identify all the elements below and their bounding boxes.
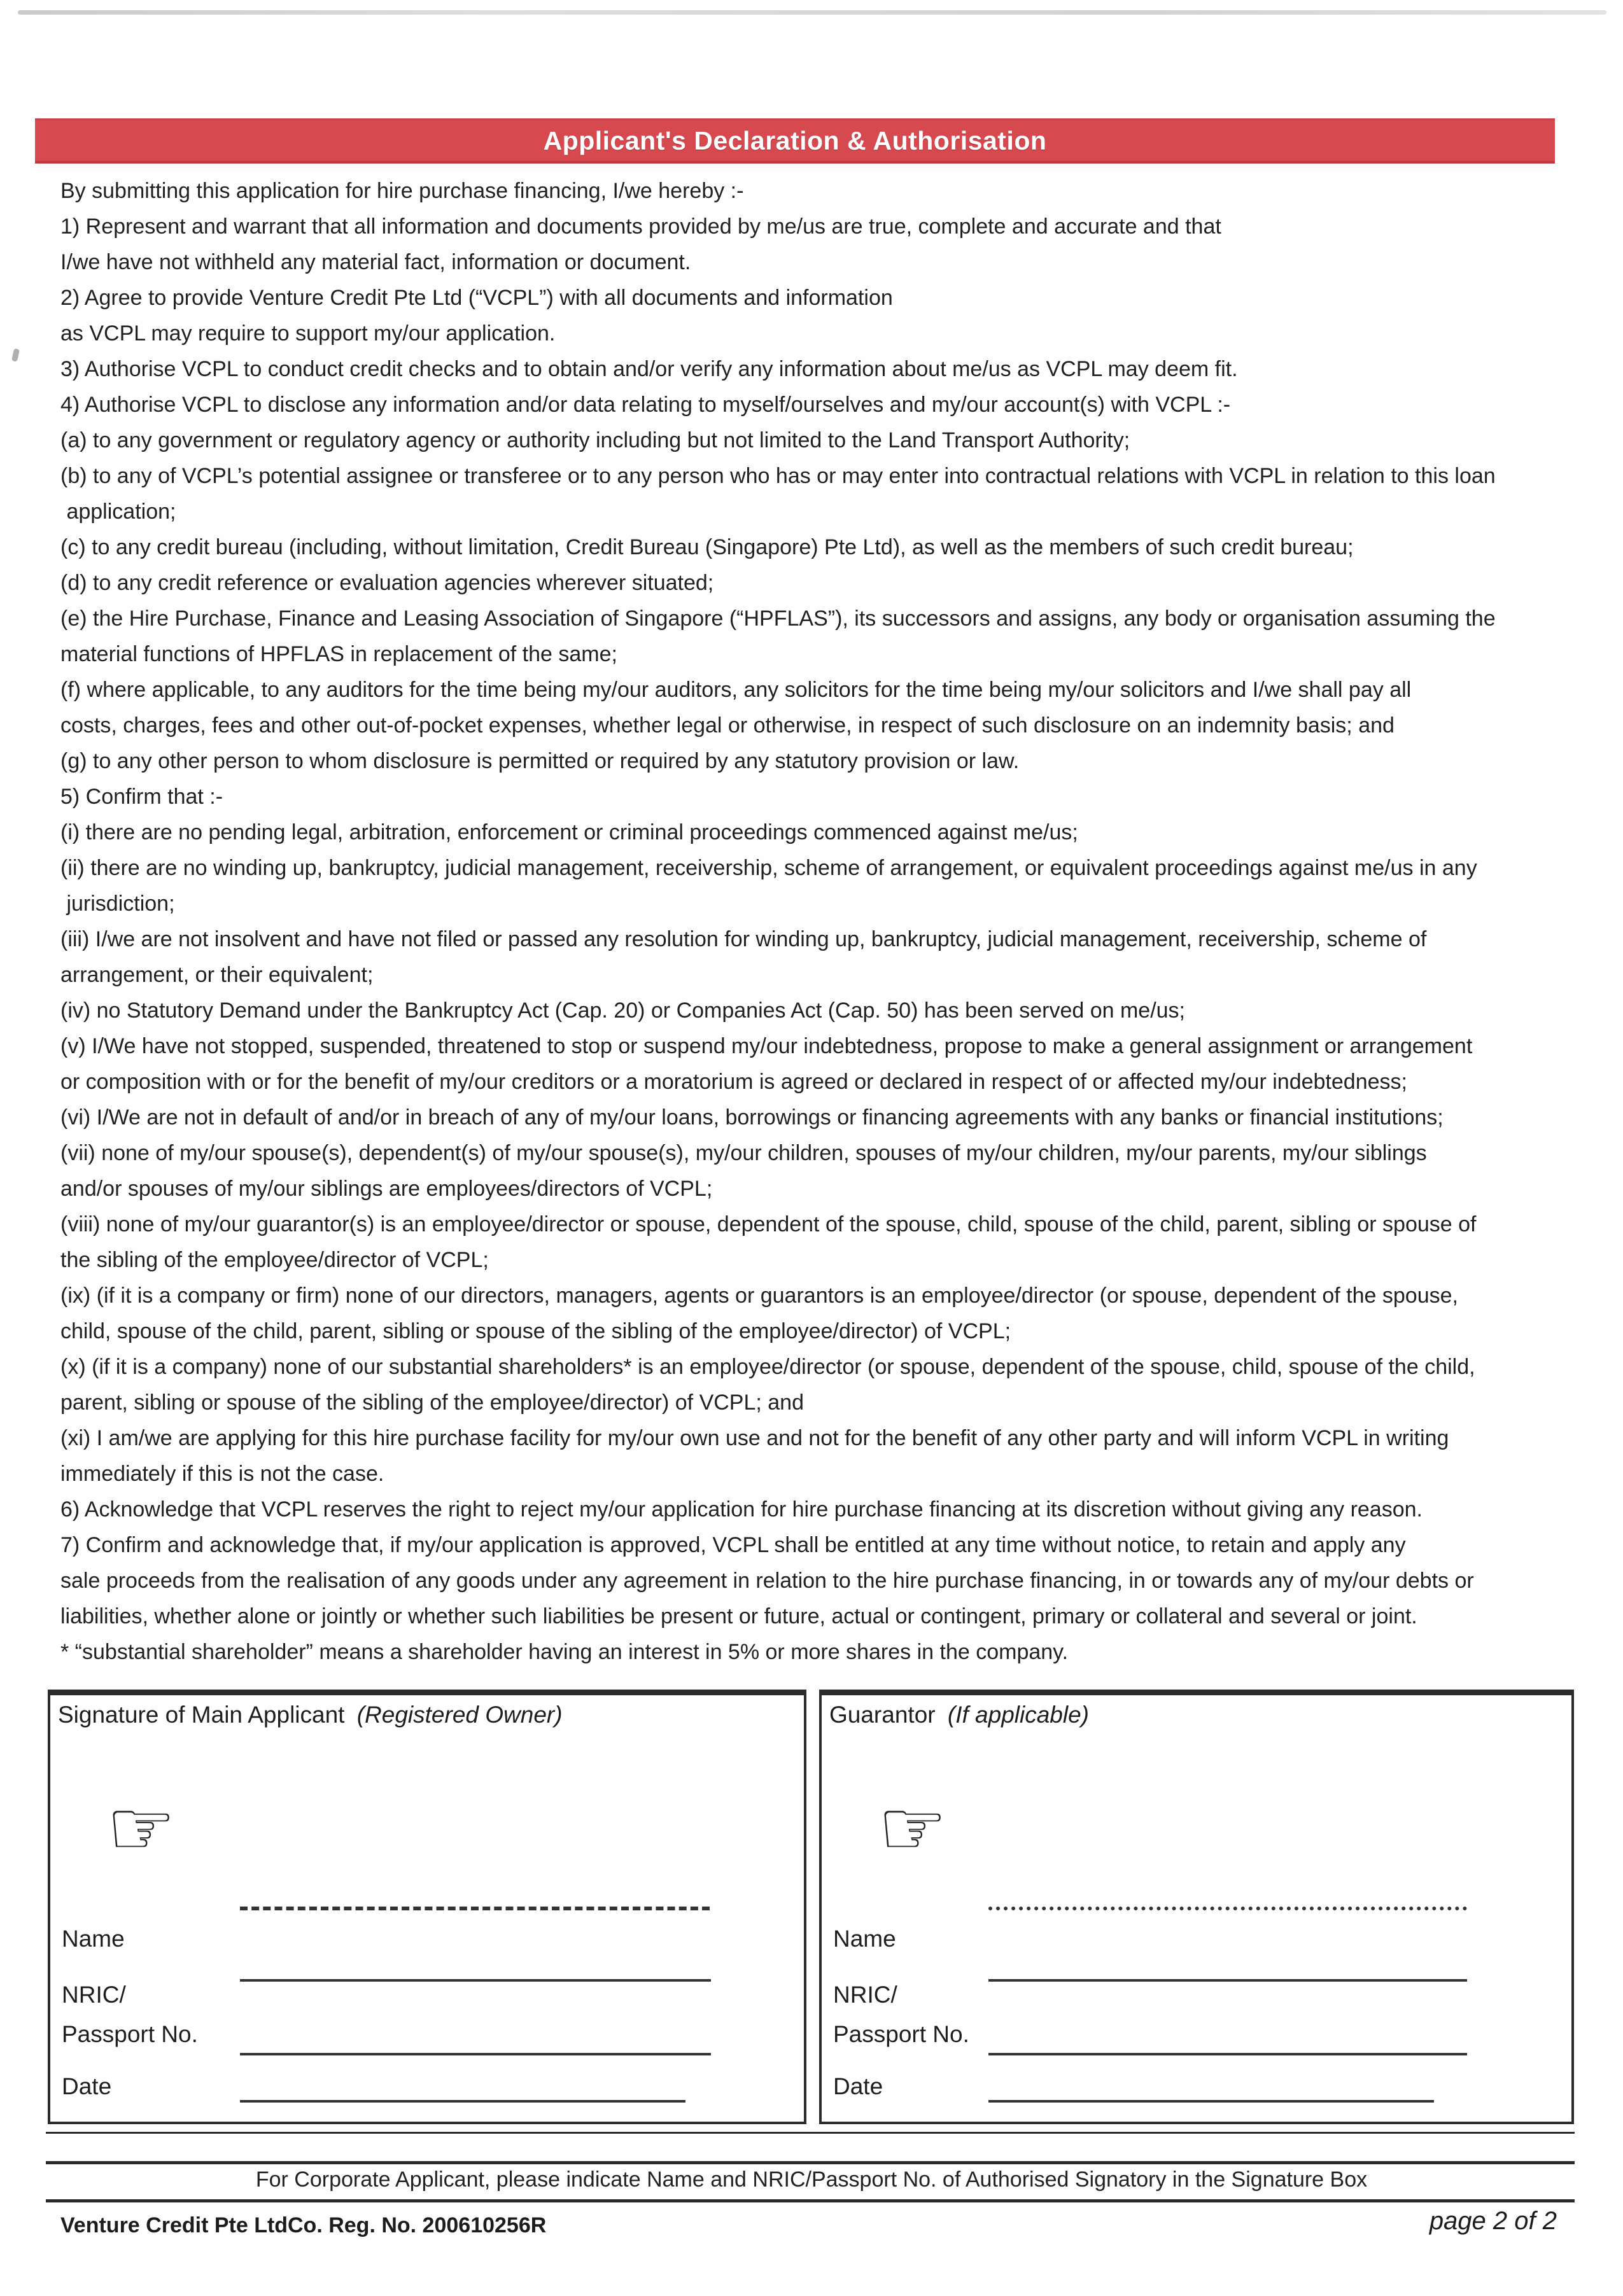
declaration-line: By submitting this application for hire purchase financing, I/we hereby :- [60,179,744,203]
signature-box-title [58,1702,563,1728]
date-label: Date [833,2073,883,2099]
pointing-hand-icon: ☞ [106,1785,176,1872]
declaration-line: child, spouse of the child, parent, sibling or spouse of the sibling of the employee/director) of VCPL; [60,1319,1011,1343]
declaration-line: immediately if this is not the case. [60,1462,384,1486]
divider-line [46,2199,1575,2202]
name-label: Name [62,1926,125,1952]
declaration-line: or composition with or for the benefit of my/our creditors or a moratorium is agreed or declared in respect of or affected my/our indebtedness; [60,1070,1407,1094]
signature-box-title-text: Signature of Main Applicant [58,1702,345,1728]
passport-field-line[interactable] [988,2053,1467,2055]
declaration-line: arrangement, or their equivalent; [60,963,374,987]
declaration-line: liabilities, whether alone or jointly or whether such liabilities be present or future, actual or contingent, primary or collateral and several or joint. [60,1604,1417,1628]
passport-label: Passport No. [62,2021,198,2047]
declaration-line: * “substantial shareholder” means a shareholder having an interest in 5% or more shares in the company. [60,1640,1069,1664]
declaration-line: (ii) there are no winding up, bankruptcy, judicial management, receivership, scheme of arrangement, or equivalent proceedings against me/us in any [60,856,1477,880]
footer-company-reg: Co. Reg. No. 200610256R [288,2213,547,2237]
section-banner [35,118,1555,164]
declaration-line: (e) the Hire Purchase, Finance and Leasing Association of Singapore (“HPFLAS”), its successors and assigns, any body or organisation assuming the [60,606,1496,631]
signature-box-title-qualifier: (Registered Owner) [356,1702,563,1728]
signature-box-title-qualifier: (If applicable) [947,1702,1089,1728]
declaration-line: as VCPL may require to support my/our application. [60,321,556,346]
declaration-line: parent, sibling or spouse of the sibling of the employee/director) of VCPL; and [60,1390,804,1415]
scan-artifact-mark [11,348,20,361]
declaration-line: 5) Confirm that :- [60,785,223,809]
pointing-hand-icon: ☞ [878,1785,948,1872]
declaration-line: 1) Represent and warrant that all information and documents provided by me/us are true, complete and accurate and that [60,214,1221,239]
declaration-line: jurisdiction; [60,892,175,916]
declaration-line: (vii) none of my/our spouse(s), dependent(s) of my/our spouse(s), my/our children, spouses of my/our children, my/our parents, my/our siblings [60,1141,1427,1165]
declaration-line: application; [60,500,176,524]
declaration-text [60,173,1601,1670]
declaration-line: (f) where applicable, to any auditors for the time being my/our auditors, any solicitors for the time being my/our solicitors and I/we shall pay all [60,678,1412,702]
declaration-line: 3) Authorise VCPL to conduct credit checks and to obtain and/or verify any information about me/us as VCPL may deem fit. [60,357,1238,381]
declaration-line: (a) to any government or regulatory agency or authority including but not limited to the Land Transport Authority; [60,428,1130,452]
name-field-line[interactable] [988,1979,1467,1982]
declaration-line: 7) Confirm and acknowledge that, if my/our application is approved, VCPL shall be entitled at any time without notice, to retain and apply any [60,1533,1406,1557]
signature-line[interactable] [988,1907,1467,1910]
declaration-line: sale proceeds from the realisation of any goods under any agreement in relation to the hire purchase financing, in or towards any of my/our debts or [60,1569,1474,1593]
declaration-line: I/we have not withheld any material fact, information or document. [60,250,691,274]
signature-box-title-text: Guarantor [829,1702,936,1728]
name-field-line[interactable] [240,1979,711,1982]
date-label: Date [62,2073,112,2099]
declaration-line: (vi) I/We are not in default of and/or in breach of any of my/our loans, borrowings or financing agreements with any banks or financial institutions; [60,1105,1444,1130]
declaration-line: and/or spouses of my/our siblings are employees/directors of VCPL; [60,1177,713,1201]
declaration-line: (i) there are no pending legal, arbitration, enforcement or criminal proceedings commenced against me/us; [60,820,1078,844]
passport-field-line[interactable] [240,2053,711,2055]
footer-company-name: Venture Credit Pte Ltd [60,2213,288,2237]
declaration-line: 2) Agree to provide Venture Credit Pte Ltd (“VCPL”) with all documents and information [60,286,893,310]
declaration-line: (d) to any credit reference or evaluation agencies wherever situated; [60,571,714,595]
declaration-line: (iv) no Statutory Demand under the Bankruptcy Act (Cap. 20) or Companies Act (Cap. 50) has been served on me/us; [60,998,1186,1023]
passport-label: Passport No. [833,2021,969,2047]
date-field-line[interactable] [240,2100,685,2103]
declaration-line: (ix) (if it is a company or firm) none of our directors, managers, agents or guarantors is an employee/director (or spouse, dependent of the spouse, [60,1284,1458,1308]
signature-box-title [829,1702,1089,1728]
declaration-line: (x) (if it is a company) none of our substantial shareholders* is an employee/director (or spouse, dependent of the spouse, child, spouse of the child, [60,1355,1475,1379]
section-title: Applicant's Declaration & Authorisation [543,125,1047,155]
nric-label: NRIC/ [833,1982,897,2008]
declaration-line: (xi) I am/we are applying for this hire purchase facility for my/our own use and not for the benefit of any other party and will inform VCPL in writing [60,1426,1449,1450]
scan-artifact-line [18,10,1606,15]
signature-box-main-applicant [48,1690,806,2124]
declaration-line: (v) I/We have not stopped, suspended, threatened to stop or suspend my/our indebtedness, propose to make a general assignment or arrangement [60,1034,1473,1058]
declaration-line: (iii) I/we are not insolvent and have not filed or passed any resolution for winding up, bankruptcy, judicial management, receivership, scheme of [60,927,1427,951]
declaration-line: 6) Acknowledge that VCPL reserves the right to reject my/our application for hire purchase financing at its discretion without giving any reason. [60,1497,1423,1522]
declaration-line: (g) to any other person to whom disclosure is permitted or required by any statutory provision or law. [60,749,1020,773]
date-field-line[interactable] [988,2100,1434,2103]
corporate-note: For Corporate Applicant, please indicate Name and NRIC/Passport No. of Authorised Signatory in the Signature Box [255,2167,1368,2192]
divider-line [46,2132,1575,2134]
divider-line [46,2161,1575,2164]
declaration-line: the sibling of the employee/director of VCPL; [60,1248,489,1272]
signature-box-guarantor [819,1690,1574,2124]
declaration-line: (viii) none of my/our guarantor(s) is an employee/director or spouse, dependent of the spouse, child, spouse of the child, parent, sibling or spouse of [60,1212,1477,1236]
declaration-line: 4) Authorise VCPL to disclose any information and/or data relating to myself/ourselves and my/our account(s) with VCPL :- [60,393,1231,417]
declaration-line: material functions of HPFLAS in replacement of the same; [60,642,617,666]
declaration-line: (c) to any credit bureau (including, without limitation, Credit Bureau (Singapore) Pte Ltd), as well as the members of such credit bureau; [60,535,1354,559]
name-label: Name [833,1926,896,1952]
nric-label: NRIC/ [62,1982,126,2008]
declaration-line: (b) to any of VCPL’s potential assignee or transferee or to any person who has or may enter into contractual relations with VCPL in relation to this loan [60,464,1496,488]
footer-page-number: page 2 of 2 [1429,2207,1557,2235]
signature-line[interactable] [240,1907,710,1910]
declaration-line: costs, charges, fees and other out-of-pocket expenses, whether legal or otherwise, in respect of such disclosure on an indemnity basis; and [60,713,1395,738]
